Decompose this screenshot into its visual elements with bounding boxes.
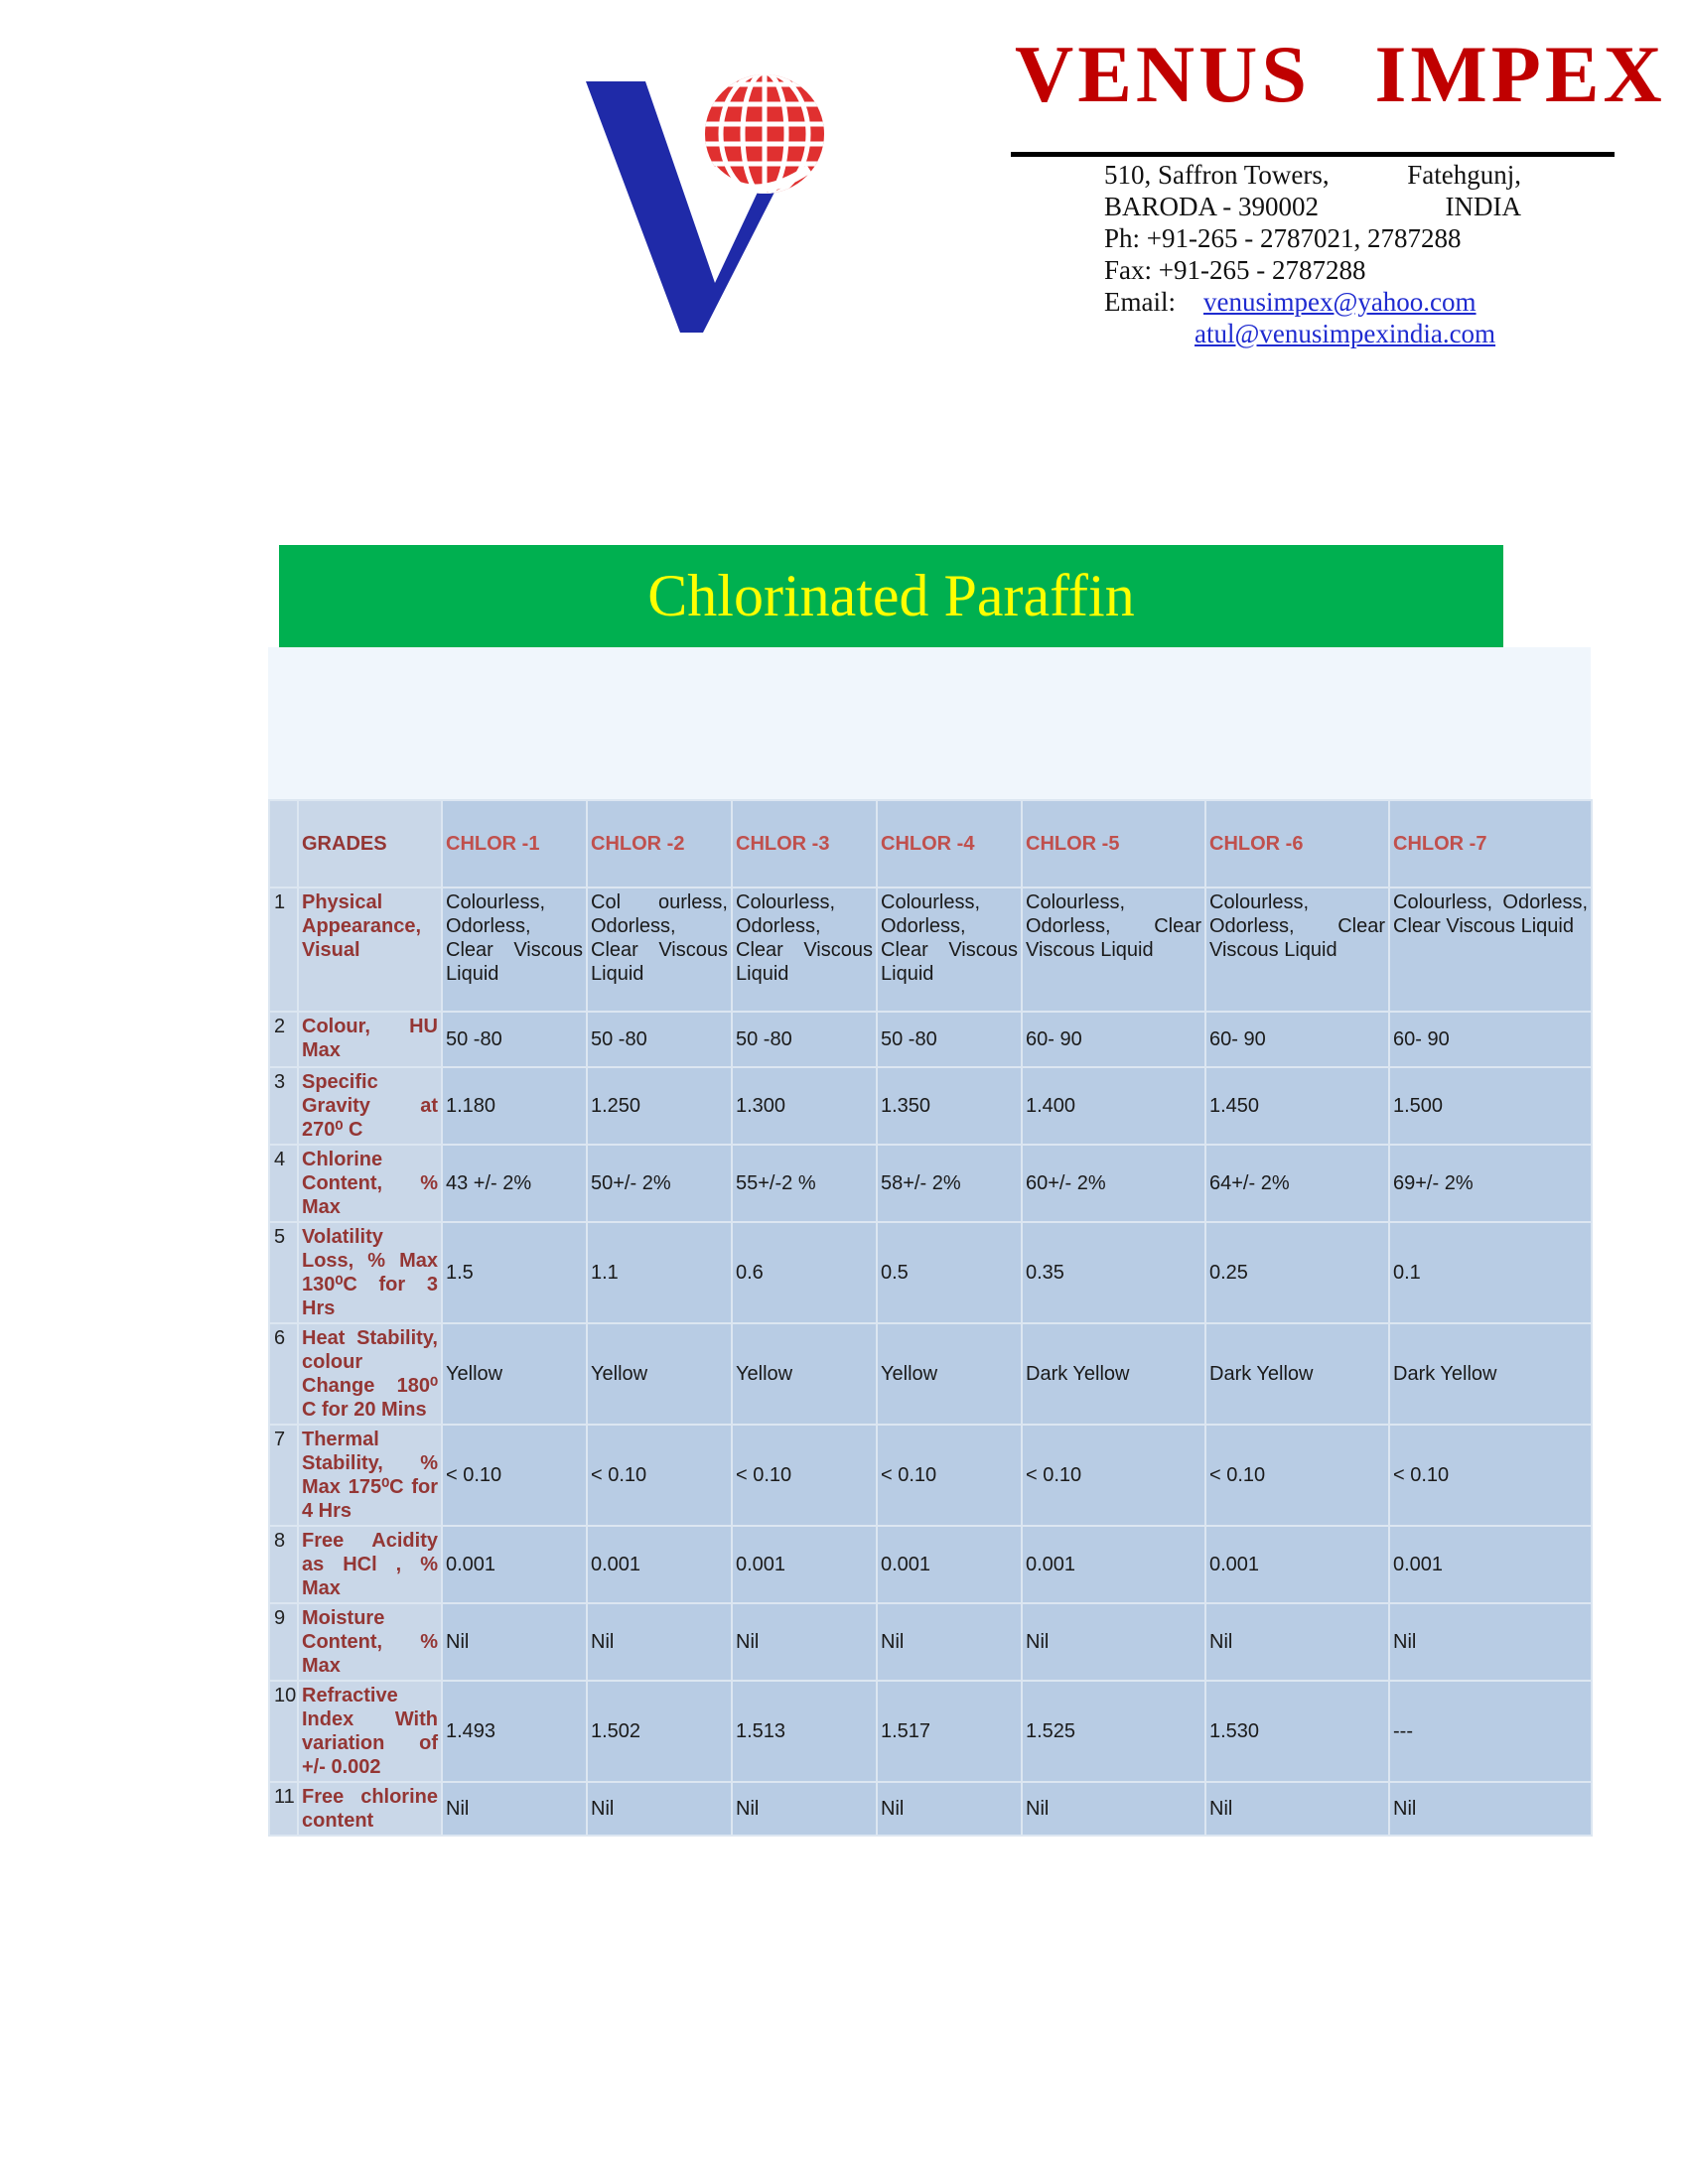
address-area: Fatehgunj, <box>1407 160 1521 190</box>
grade-value: 1.1 <box>587 1222 732 1323</box>
property-name: Heat Stability, colour Change 180⁰ C for 20 Mins <box>298 1323 442 1425</box>
property-name: Volatility Loss, % Max 130⁰C for 3 Hrs <box>298 1222 442 1323</box>
grade-value: Yellow <box>732 1323 877 1425</box>
table-top-panel <box>268 647 1591 799</box>
grade-value: 1.513 <box>732 1681 877 1782</box>
fax-line: Fax: +91-265 - 2787288 <box>1104 255 1366 285</box>
grade-value: 64+/- 2% <box>1205 1145 1389 1222</box>
grade-value: Nil <box>442 1603 587 1681</box>
grade-value: 1.450 <box>1205 1067 1389 1145</box>
grade-value: Dark Yellow <box>1205 1323 1389 1425</box>
company-name: VENUS IMPEX <box>1015 29 1666 119</box>
contact-block <box>1104 159 1521 349</box>
grade-value: Nil <box>732 1603 877 1681</box>
grade-value: < 0.10 <box>732 1425 877 1526</box>
grade-value: 0.001 <box>877 1526 1022 1603</box>
grade-value: < 0.10 <box>587 1425 732 1526</box>
grade-value: Yellow <box>442 1323 587 1425</box>
grade-value: 50 -80 <box>732 1012 877 1067</box>
grade-value: < 0.10 <box>1022 1425 1205 1526</box>
row-number: 9 <box>269 1603 298 1681</box>
grade-value: 60- 90 <box>1205 1012 1389 1067</box>
grade-value: Colourless, Odorless, Clear Viscous Liquid <box>877 887 1022 1012</box>
header-rule <box>1011 152 1615 157</box>
email-link-primary[interactable]: venusimpex@yahoo.com <box>1202 287 1477 317</box>
grade-value: 50 -80 <box>877 1012 1022 1067</box>
property-name: Refractive Index With variation of +/- 0.002 <box>298 1681 442 1782</box>
grade-value: 60- 90 <box>1389 1012 1592 1067</box>
row-number: 7 <box>269 1425 298 1526</box>
product-title-banner <box>279 545 1503 647</box>
property-name: Colour, HU Max <box>298 1012 442 1067</box>
row-number: 4 <box>269 1145 298 1222</box>
property-name: Moisture Content, % Max <box>298 1603 442 1681</box>
table-row <box>269 1603 1592 1681</box>
grade-value: 0.6 <box>732 1222 877 1323</box>
row-number: 10 <box>269 1681 298 1782</box>
grade-header: CHLOR -1 <box>442 800 587 887</box>
row-number: 1 <box>269 887 298 1012</box>
grade-value: Nil <box>587 1782 732 1836</box>
grade-header: CHLOR -4 <box>877 800 1022 887</box>
table-row <box>269 1681 1592 1782</box>
grade-value: Nil <box>587 1603 732 1681</box>
table-row <box>269 1782 1592 1836</box>
email-line <box>1104 286 1521 318</box>
grade-value: < 0.10 <box>877 1425 1022 1526</box>
grade-header: CHLOR -2 <box>587 800 732 887</box>
grade-value: 58+/- 2% <box>877 1145 1022 1222</box>
grade-value: 0.5 <box>877 1222 1022 1323</box>
header-grades-label: GRADES <box>298 800 442 887</box>
email-line-2 <box>1104 318 1521 349</box>
grade-value: 1.525 <box>1022 1681 1205 1782</box>
grade-value: Nil <box>442 1782 587 1836</box>
grade-value: 1.530 <box>1205 1681 1389 1782</box>
table-row <box>269 1067 1592 1145</box>
grade-value: 60+/- 2% <box>1022 1145 1205 1222</box>
grade-value: Yellow <box>877 1323 1022 1425</box>
grade-value: Nil <box>1389 1782 1592 1836</box>
grade-value: 0.001 <box>587 1526 732 1603</box>
grade-value: Nil <box>1389 1603 1592 1681</box>
grade-value: 50+/- 2% <box>587 1145 732 1222</box>
header-number-cell <box>269 800 298 887</box>
grade-header: CHLOR -6 <box>1205 800 1389 887</box>
grade-value: 1.493 <box>442 1681 587 1782</box>
grade-value: 0.1 <box>1389 1222 1592 1323</box>
grade-value: 1.250 <box>587 1067 732 1145</box>
table-row <box>269 887 1592 1012</box>
email-link-secondary[interactable]: atul@venusimpexindia.com <box>1195 319 1496 348</box>
grade-value: 0.001 <box>1389 1526 1592 1603</box>
grade-value: 1.180 <box>442 1067 587 1145</box>
grade-value: 1.502 <box>587 1681 732 1782</box>
property-name: Thermal Stability, % Max 175⁰C for 4 Hrs <box>298 1425 442 1526</box>
row-number: 11 <box>269 1782 298 1836</box>
grade-value: Nil <box>1205 1782 1389 1836</box>
table-row <box>269 1222 1592 1323</box>
grade-value: 1.350 <box>877 1067 1022 1145</box>
phone-line: Ph: +91-265 - 2787021, 2787288 <box>1104 223 1462 253</box>
grade-value: Nil <box>877 1782 1022 1836</box>
address-country: INDIA <box>1445 192 1521 221</box>
grade-header: CHLOR -3 <box>732 800 877 887</box>
grade-value: < 0.10 <box>1205 1425 1389 1526</box>
property-name: Physical Appearance, Visual <box>298 887 442 1012</box>
table-row <box>269 1012 1592 1067</box>
grade-value: Nil <box>732 1782 877 1836</box>
grade-value: 50 -80 <box>587 1012 732 1067</box>
specification-table <box>268 799 1593 1837</box>
grade-header: CHLOR -7 <box>1389 800 1592 887</box>
row-number: 5 <box>269 1222 298 1323</box>
row-number: 6 <box>269 1323 298 1425</box>
address-line-1 <box>1104 159 1521 191</box>
email-label: Email: <box>1104 287 1176 317</box>
grade-value: Dark Yellow <box>1022 1323 1205 1425</box>
grade-value: 55+/-2 % <box>732 1145 877 1222</box>
address-line-2 <box>1104 191 1521 222</box>
grade-value: 1.500 <box>1389 1067 1592 1145</box>
grade-value: 1.517 <box>877 1681 1022 1782</box>
grade-value: Colourless, Odorless, Clear Viscous Liquid <box>442 887 587 1012</box>
row-number: 3 <box>269 1067 298 1145</box>
grade-value: Nil <box>1205 1603 1389 1681</box>
product-title: Chlorinated Paraffin <box>647 563 1135 628</box>
grade-value: --- <box>1389 1681 1592 1782</box>
grade-value: 0.001 <box>442 1526 587 1603</box>
property-name: Specific Gravity at 270⁰ C <box>298 1067 442 1145</box>
grade-value: Colourless, Odorless, Clear Viscous Liquid <box>1389 887 1592 1012</box>
grade-value: 0.35 <box>1022 1222 1205 1323</box>
row-number: 8 <box>269 1526 298 1603</box>
grade-value: Colourless, Odorless, Clear Viscous Liquid <box>732 887 877 1012</box>
grade-value: Colourless, Odorless, Clear Viscous Liquid <box>1205 887 1389 1012</box>
grade-value: 50 -80 <box>442 1012 587 1067</box>
grade-value: 43 +/- 2% <box>442 1145 587 1222</box>
grade-value: 69+/- 2% <box>1389 1145 1592 1222</box>
grade-value: 0.25 <box>1205 1222 1389 1323</box>
table-row <box>269 1145 1592 1222</box>
grade-value: 1.300 <box>732 1067 877 1145</box>
venus-impex-logo <box>576 60 844 347</box>
grade-value: 0.001 <box>1022 1526 1205 1603</box>
property-name: Chlorine Content, % Max <box>298 1145 442 1222</box>
table-row <box>269 1526 1592 1603</box>
table-row <box>269 1323 1592 1425</box>
table-header-row <box>269 800 1592 887</box>
row-number: 2 <box>269 1012 298 1067</box>
grade-value: Colourless, Odorless, Clear Viscous Liquid <box>1022 887 1205 1012</box>
grade-value: 0.001 <box>1205 1526 1389 1603</box>
address-street: 510, Saffron Towers, <box>1104 160 1330 190</box>
grade-value: Yellow <box>587 1323 732 1425</box>
property-name: Free Acidity as HCl , % Max <box>298 1526 442 1603</box>
grade-value: Dark Yellow <box>1389 1323 1592 1425</box>
grade-value: 1.400 <box>1022 1067 1205 1145</box>
grade-value: 1.5 <box>442 1222 587 1323</box>
grade-value: Col ourless, Odorless, Clear Viscous Liquid <box>587 887 732 1012</box>
grade-value: Nil <box>877 1603 1022 1681</box>
grade-value: < 0.10 <box>1389 1425 1592 1526</box>
grade-header: CHLOR -5 <box>1022 800 1205 887</box>
grade-value: 0.001 <box>732 1526 877 1603</box>
grade-value: Nil <box>1022 1782 1205 1836</box>
grade-value: < 0.10 <box>442 1425 587 1526</box>
grade-value: 60- 90 <box>1022 1012 1205 1067</box>
table-row <box>269 1425 1592 1526</box>
property-name: Free chlorine content <box>298 1782 442 1836</box>
grade-value: Nil <box>1022 1603 1205 1681</box>
address-city: BARODA - 390002 <box>1104 192 1320 221</box>
